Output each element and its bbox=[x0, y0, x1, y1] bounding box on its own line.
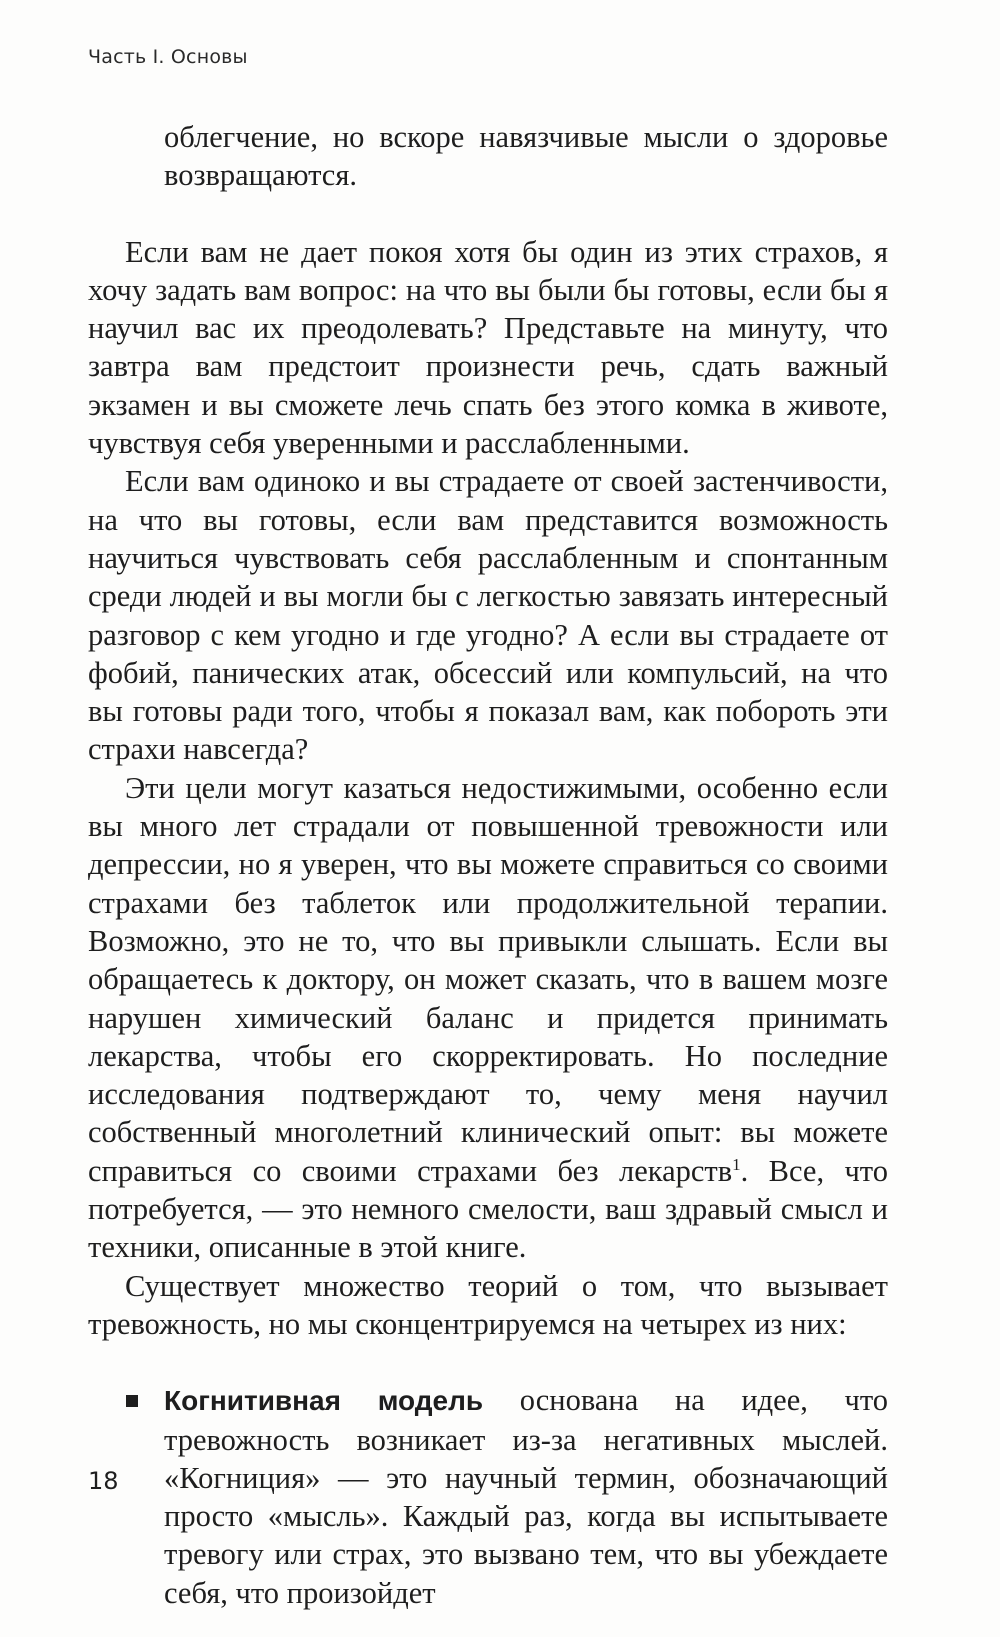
paragraph-4: Существует множество теорий о том, что вызывает тревожность, но мы сконцентрируемся на четырех из них: bbox=[88, 1268, 888, 1341]
paragraph-3-main: Эти цели могут казаться недостижимыми, особенно если вы много лет страдали от повышенной тревожности или депрессии, но я уверен, что вы можете справиться со своими страхами без таблеток или продолжительной терапии. Возможно, это не то, что вы привыкли слышать. Если вы обращаетесь к доктору, он может сказать, что в вашем мозге нарушен химический баланс и придется принимать лекарства, чтобы его скорректировать. Но последние исследования подтверждают то, чему меня научил собственный многолетний клинический опыт: вы можете справиться со своими страхами без лекарств bbox=[88, 770, 888, 1188]
list-item-term: Когнитивная модель bbox=[164, 1385, 484, 1417]
footnote-marker[interactable]: 1 bbox=[732, 1154, 741, 1174]
paragraph-1: Если вам не дает покоя хотя бы один из этих страхов, я хочу задать вам вопрос: на что вы были бы готовы, если бы я научил вас их преодолевать? Представьте на минуту, что завтра вам предстоит произнести речь, сдать важный экзамен и вы сможете лечь спать без этого комка в животе, чувствуя себя уверенными и расслабленными. bbox=[88, 234, 888, 461]
list-item bbox=[88, 1381, 888, 1612]
paragraph-2: Если вам одиноко и вы страдаете от своей застенчивости, на что вы готовы, если вам представится возможность научиться чувствовать себя расслабленным и спонтанным среди людей и вы могли бы с легкостью завязать интересный разговор с кем угодно и где угодно? А если вы страдаете от фобий, панических атак, обсессий или компульсий, на что вы готовы ради того, чтобы я показал вам, как побороть эти страхи навсегда? bbox=[88, 464, 888, 767]
paragraph-3-tail: . Все, что потребуется, — это немного смелости, ваш здравый смысл и техники, описанные в этой книге. bbox=[88, 1153, 888, 1265]
continuation-paragraph: облегчение, но вскоре навязчивые мысли о здоровье возвращаются. bbox=[164, 120, 888, 193]
body-text bbox=[88, 118, 888, 1612]
paragraph-3 bbox=[88, 769, 888, 1267]
bullet-list bbox=[88, 1381, 888, 1612]
page-number: 18 bbox=[88, 1467, 119, 1495]
square-bullet-icon bbox=[126, 1395, 138, 1407]
running-head: Часть I. Основы bbox=[88, 46, 248, 68]
list-item-text: основана на идее, что тревожность возникает из-за негативных мыслей. «Когниция» — это научный термин, обозначающий просто «мысль». Каждый раз, когда вы испытываете тревогу или страх, это вызвано тем, что вы убеждаете себя, что произойдет bbox=[164, 1383, 888, 1610]
